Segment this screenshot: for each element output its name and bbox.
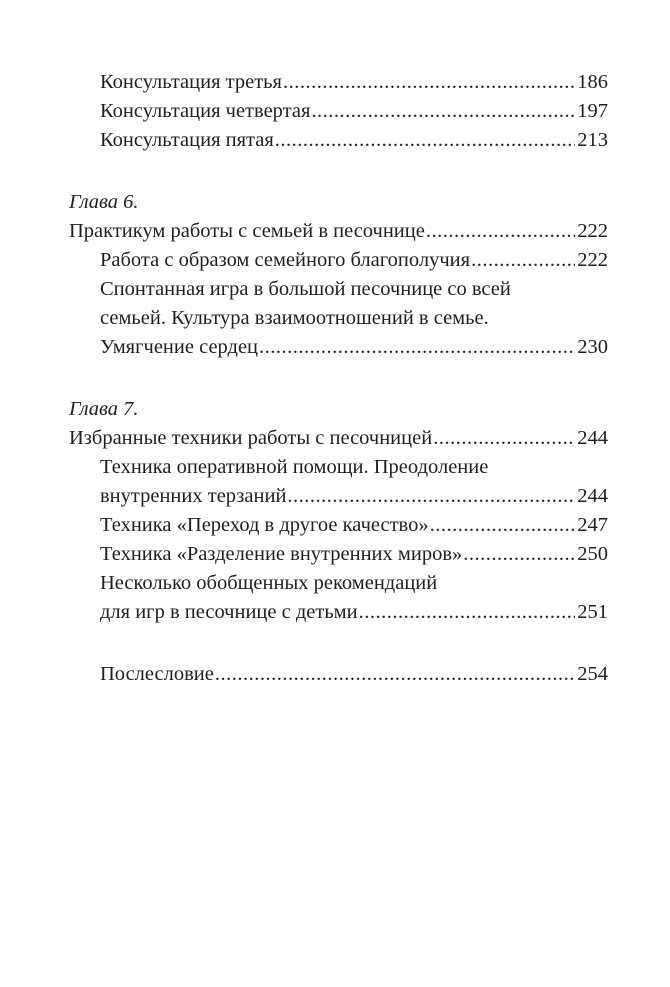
leader-dots — [311, 97, 575, 126]
toc-entry-page: 222 — [577, 220, 608, 242]
toc-entry-title: Консультация пятая — [100, 129, 274, 151]
toc-entry-title: внутренних терзаний — [100, 485, 287, 507]
leader-dots — [463, 540, 575, 569]
toc-entry-recommendations — [69, 569, 608, 627]
toc-entry-spontaneous-play — [69, 275, 608, 362]
leader-dots — [471, 246, 575, 275]
leader-dots — [426, 217, 575, 246]
leader-dots — [433, 424, 575, 453]
toc-entry-title: Техника «Переход в другое качество» — [100, 514, 429, 536]
chapter-7-label: Глава 7. — [69, 398, 139, 420]
toc-entry-title-line: Техника оперативной помощи. Преодоление — [100, 456, 489, 478]
toc-entry-page: 250 — [577, 543, 608, 565]
toc-entry-title: Умягчение сердец — [100, 336, 259, 358]
toc-entry-chapter-7 — [69, 424, 608, 453]
leader-dots — [259, 333, 575, 362]
toc-entry-family-wellbeing — [69, 246, 608, 275]
toc-entry-afterword — [69, 660, 608, 689]
toc-entry-page: 197 — [577, 100, 608, 122]
toc-entry-title-line: семьей. Культура взаимоотношений в семье. — [100, 307, 489, 329]
toc-entry-consultation-3 — [69, 68, 608, 97]
toc-entry-page: 247 — [577, 514, 608, 536]
toc-entry-page: 251 — [577, 601, 608, 623]
toc-entry-title: Послесловие — [100, 663, 214, 685]
toc-entry-page: 213 — [577, 129, 608, 151]
toc-entry-page: 222 — [577, 249, 608, 271]
chapter-6-label: Глава 6. — [69, 191, 139, 213]
toc-entry-title: Техника «Разделение внутренних миров» — [100, 543, 463, 565]
leader-dots — [275, 126, 575, 155]
toc-entry-title-line: Несколько обобщенных рекомендаций — [100, 572, 438, 594]
toc-entry-title: Консультация четвертая — [100, 100, 311, 122]
toc-entry-page: 254 — [577, 663, 608, 685]
toc-entry-page: 230 — [577, 336, 608, 358]
toc-entry-transition-technique — [69, 511, 608, 540]
leader-dots — [215, 660, 575, 689]
toc-entry-consultation-4 — [69, 97, 608, 126]
leader-dots — [430, 511, 576, 540]
toc-entry-separation-technique — [69, 540, 608, 569]
leader-dots — [359, 598, 576, 627]
toc-entry-page: 244 — [577, 485, 608, 507]
toc-entry-title: Консультация третья — [100, 71, 282, 93]
toc-entry-consultation-5 — [69, 126, 608, 155]
toc-entry-title: Практикум работы с семьей в песочнице — [69, 220, 425, 242]
toc-entry-title-line: Спонтанная игра в большой песочнице со всей — [100, 278, 511, 300]
toc-entry-title: для игр в песочнице с детьми — [100, 601, 358, 623]
toc-entry-page: 186 — [577, 71, 608, 93]
leader-dots — [283, 68, 575, 97]
toc-entry-page: 244 — [577, 427, 608, 449]
table-of-contents — [69, 68, 608, 689]
toc-entry-title: Работа с образом семейного благополучия — [100, 249, 471, 271]
toc-entry-operative-help — [69, 453, 608, 511]
leader-dots — [287, 482, 575, 511]
toc-entry-chapter-6 — [69, 217, 608, 246]
toc-entry-title: Избранные техники работы с песочницей — [69, 427, 433, 449]
